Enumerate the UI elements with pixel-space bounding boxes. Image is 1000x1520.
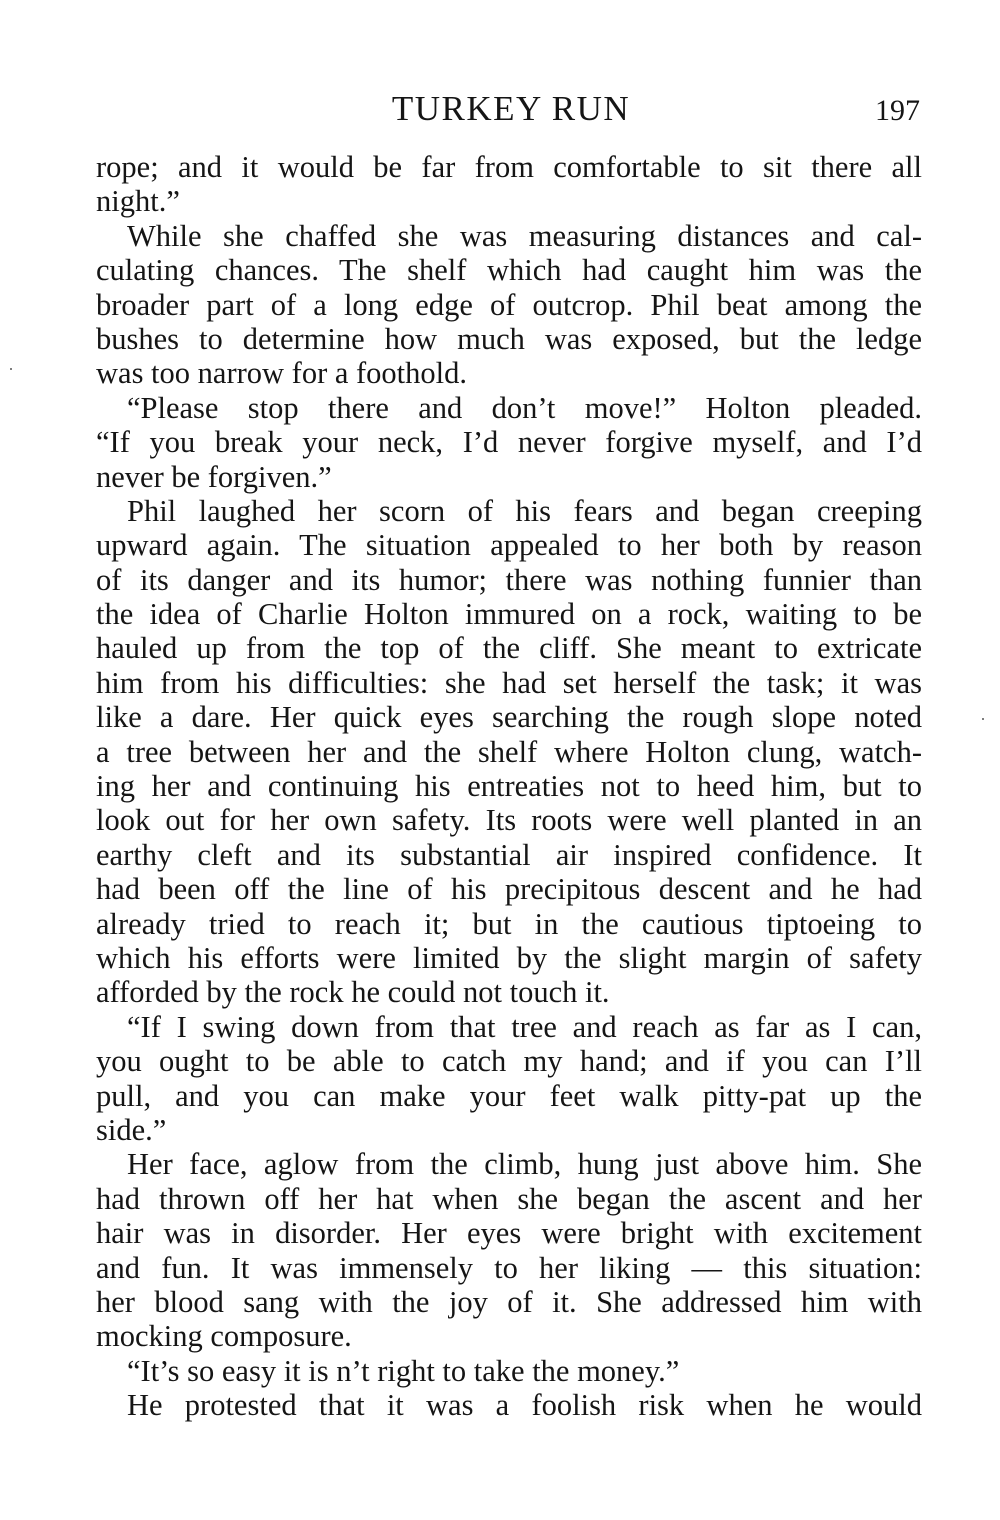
running-head: [96, 84, 926, 134]
text-line: afforded by the rock he could not touch it.: [96, 975, 610, 1010]
scan-speck: [10, 368, 12, 370]
text-line: “It’s so easy it is n’t right to take the money.”: [127, 1353, 680, 1388]
text-line: you ought to be able to catch my hand; and if you can I’ll: [96, 1044, 922, 1079]
text-line: broader part of a long edge of outcrop. Phil beat among the: [96, 287, 922, 322]
text-line: a tree between her and the shelf where Holton clung, watch-: [96, 734, 922, 769]
text-line: the idea of Charlie Holton immured on a rock, waiting to be: [96, 597, 922, 632]
text-line: had thrown off her hat when she began the ascent and her: [96, 1181, 922, 1216]
page-number: 197: [875, 94, 920, 127]
text-line: pull, and you can make your feet walk pitty-pat up the: [96, 1078, 922, 1113]
scan-speck: [982, 718, 984, 720]
text-line: While she chaffed she was measuring distances and cal-: [127, 218, 922, 253]
text-line: rope; and it would be far from comfortable to sit there all: [96, 150, 922, 184]
text-line: Her face, aglow from the climb, hung just above him. She: [127, 1147, 922, 1182]
text-line: “Please stop there and don’t move!” Holton pleaded.: [127, 390, 922, 425]
text-line: “If you break your neck, I’d never forgive myself, and I’d: [96, 425, 922, 460]
text-line: ing her and continuing his entreaties not to heed him, but to: [96, 769, 922, 804]
text-line: hair was in disorder. Her eyes were bright with excitement: [96, 1216, 922, 1251]
text-line: night.”: [96, 184, 180, 219]
text-line: never be forgiven.”: [96, 459, 332, 494]
text-line: upward again. The situation appealed to her both by reason: [96, 528, 922, 563]
text-line: hauled up from the top of the cliff. She meant to extricate: [96, 631, 922, 666]
text-line: Phil laughed her scorn of his fears and began creeping: [127, 493, 922, 528]
text-line: He protested that it was a foolish risk when he would: [127, 1388, 922, 1423]
text-line: him from his difficulties: she had set herself the task; it was: [96, 665, 922, 700]
text-line: bushes to determine how much was exposed, but the ledge: [96, 321, 922, 356]
text-line: her blood sang with the joy of it. She addressed him with: [96, 1284, 922, 1319]
text-line: like a dare. Her quick eyes searching the rough slope noted: [96, 700, 922, 735]
text-line: “If I swing down from that tree and reach as far as I can,: [127, 1009, 922, 1044]
text-line: and fun. It was immensely to her liking — this situation:: [96, 1250, 922, 1285]
text-line: already tried to reach it; but in the cautious tiptoeing to: [96, 906, 922, 941]
text-line: mocking composure.: [96, 1319, 352, 1354]
chapter-title: TURKEY RUN: [391, 89, 631, 128]
text-line: had been off the line of his precipitous descent and he had: [96, 872, 922, 907]
text-line: look out for her own safety. Its roots were well planted in an: [96, 803, 922, 838]
text-line: earthy cleft and its substantial air inspired confidence. It: [96, 837, 922, 872]
text-line: which his efforts were limited by the slight margin of safety: [96, 940, 922, 975]
text-line: culating chances. The shelf which had caught him was the: [96, 253, 922, 288]
text-line: was too narrow for a foothold.: [96, 356, 467, 391]
text-line: of its danger and its humor; there was nothing funnier than: [96, 562, 922, 597]
body-text: [96, 150, 922, 1422]
text-line: side.”: [96, 1112, 167, 1147]
